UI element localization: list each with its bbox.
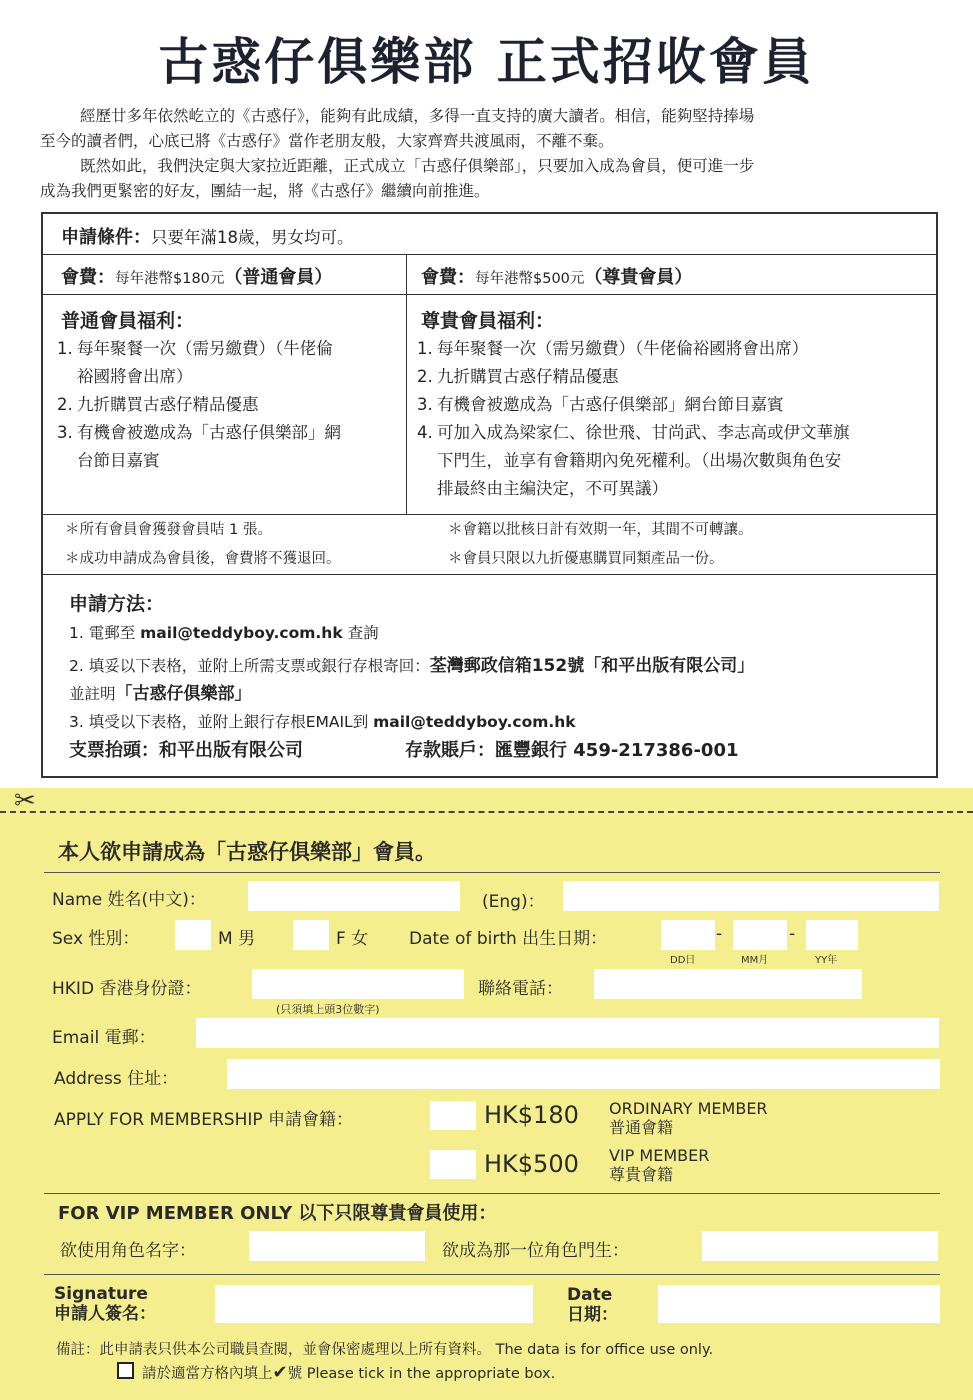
dash: - (789, 924, 796, 944)
vip-member-en: VIP MEMBER (609, 1146, 710, 1165)
benefit-text: 台節目嘉賓 (77, 451, 160, 470)
conditions-row (61, 223, 354, 249)
fee-type: （尊貴會員） (584, 267, 693, 288)
tick-sample-box (117, 1362, 134, 1379)
apply-method-2 (69, 651, 754, 676)
intro-paragraph-2 (40, 154, 940, 204)
tick-note (142, 1362, 555, 1383)
fee-label: 會費： (61, 267, 115, 288)
apply-text: 並註明 (69, 685, 116, 703)
benefit-item (417, 419, 850, 503)
conditions-label: 申請條件： (61, 227, 151, 248)
benefit-text: 排最終由主編決定，不可異議） (437, 479, 668, 498)
tick-note-text-2: 號 Please tick in the appropriate box. (287, 1366, 556, 1382)
name-english-input[interactable] (563, 881, 939, 911)
intro-line: 至今的讀者們，心底已將《古惑仔》當作老朋友般，大家齊齊共渡風雨，不離不棄。 (40, 132, 614, 150)
name-label: Name 姓名(中文)： (52, 890, 206, 910)
benefit-text: 每年聚餐一次（需另繳費）（牛佬倫 (77, 339, 333, 358)
divider (44, 1193, 940, 1194)
vip-only-heading: FOR VIP MEMBER ONLY 以下只限尊貴會員使用： (58, 1203, 497, 1224)
benefit-text: 裕國將會出席） (77, 367, 193, 386)
ordinary-member-en: ORDINARY MEMBER (609, 1099, 768, 1118)
remark-text: 備註：此申請表只供本公司職員查閱，並會保密處理以上所有資料。 The data is for office use only. (56, 1342, 714, 1358)
fee-ordinary (61, 263, 332, 289)
tick-mark-icon: ✔ (272, 1362, 288, 1383)
email-label: Email 電郵： (52, 1028, 156, 1048)
benefit-text: 有機會被邀成為「古惑仔俱樂部」網 (77, 423, 341, 442)
dob-year-hint: YY年 (815, 955, 838, 966)
fee-amount: 每年港幣$180元 (115, 271, 225, 287)
benefit-item (417, 391, 850, 419)
benefit-number: 2. (417, 367, 433, 386)
scissors-icon: ✂ (14, 786, 36, 816)
signature-label-en: Signature (54, 1284, 148, 1304)
apply-text: 3. 填受以下表格，並附上銀行存根EMAIL到 (69, 713, 374, 731)
mentor-input[interactable] (702, 1231, 938, 1261)
benefit-number: 4. (417, 423, 433, 442)
ordinary-benefits-title: 普通會員福利： (61, 310, 195, 332)
sex-label: Sex 性別： (52, 929, 140, 949)
fee-type: （普通會員） (224, 267, 333, 288)
ordinary-benefits-list (57, 335, 341, 475)
date-label (567, 1285, 618, 1325)
benefit-item (57, 391, 341, 419)
note-item: ＊所有會員會獲發會員咭 1 張。 (65, 522, 272, 538)
divider (43, 514, 936, 515)
sex-female-checkbox[interactable] (293, 920, 329, 950)
role-name-input[interactable] (249, 1231, 425, 1261)
benefit-number: 2. (57, 395, 73, 414)
benefit-number: 3. (57, 423, 73, 442)
benefit-text: 下門生，並享有會籍期內免死權利。（出場次數與角色安 (437, 451, 842, 470)
dob-day-input[interactable] (661, 920, 715, 950)
vip-price: HK$500 (484, 1150, 579, 1178)
benefit-text: 每年聚餐一次（需另繳費）（牛佬倫裕國將會出席） (437, 339, 809, 358)
signature-input[interactable] (215, 1285, 533, 1323)
benefit-text: 九折購買古惑仔精品優惠 (77, 395, 259, 414)
vip-member-zh: 尊貴會籍 (609, 1165, 674, 1184)
address-input[interactable] (227, 1059, 940, 1089)
ordinary-member-zh: 普通會籍 (609, 1118, 674, 1137)
divider (43, 574, 936, 575)
apply-text: 2. 填妥以下表格，並附上所需支票或銀行存根寄回： (69, 657, 430, 675)
intro-line: 成為我們更緊密的好友，團結一起，將《古惑仔》繼續向前推進。 (40, 182, 490, 200)
phone-input[interactable] (594, 969, 862, 999)
signature-label-zh: 申請人簽名： (54, 1304, 156, 1324)
column-divider (406, 254, 407, 514)
divider (44, 1274, 940, 1275)
benefit-item (57, 419, 341, 475)
dob-month-input[interactable] (733, 920, 787, 950)
membership-info-box (41, 212, 938, 778)
note-item: ＊成功申請成為會員後，會費將不獲退回。 (65, 551, 341, 567)
benefit-text: 可加入成為梁家仁、徐世飛、甘尚武、李志高或伊文華旗 (437, 423, 850, 442)
vip-member-label (609, 1146, 709, 1184)
signature-label (54, 1284, 156, 1324)
dash: - (716, 924, 723, 944)
vip-benefits-list (417, 335, 850, 503)
mentor-label: 欲成為那一位角色門生： (442, 1241, 629, 1261)
tick-note-text: 請於適當方格內填上 (142, 1366, 273, 1382)
dob-day-hint: DD日 (670, 955, 696, 966)
eng-name-label: (Eng)： (482, 892, 545, 912)
divider (43, 254, 936, 255)
ordinary-price: HK$180 (484, 1101, 579, 1129)
female-label: F 女 (336, 929, 369, 949)
postal-address: 荃灣郵政信箱152號「和平出版有限公司」 (429, 656, 755, 676)
fee-amount: 每年港幣$500元 (475, 271, 585, 287)
date-label-zh: 日期： (567, 1305, 618, 1325)
benefit-item (417, 363, 850, 391)
benefit-text: 九折購買古惑仔精品優惠 (437, 367, 619, 386)
page-title: 古惑仔俱樂部 正式招收會員 (158, 33, 815, 91)
ordinary-membership-checkbox[interactable] (430, 1101, 476, 1130)
dob-month-hint: MM月 (741, 955, 769, 966)
fee-label: 會費： (421, 267, 475, 288)
club-name: 「古惑仔俱樂部」 (115, 684, 252, 704)
intro-line: 既然如此，我們決定與大家拉近距離，正式成立「古惑仔俱樂部」，只要加入成為會員，便可進一步 (80, 157, 755, 175)
name-chinese-input[interactable] (248, 881, 460, 911)
dob-year-input[interactable] (806, 920, 858, 950)
male-label: M 男 (218, 929, 256, 949)
address-label: Address 住址： (54, 1069, 179, 1089)
contact-email-link[interactable]: mail@teddyboy.com.hk (140, 624, 343, 642)
conditions-text: 只要年滿18歲，男女均可。 (151, 228, 354, 247)
cut-line (0, 811, 973, 813)
apply-method-3 (69, 710, 576, 732)
form-heading: 本人欲申請成為「古惑仔俱樂部」會員。 (58, 840, 436, 864)
benefit-number: 3. (417, 395, 433, 414)
benefit-item (417, 335, 850, 363)
benefit-number: 1. (417, 339, 433, 358)
divider (43, 294, 936, 295)
intro-paragraph-1 (40, 104, 940, 154)
bank-account: 存款賬戶：匯豐銀行 459-217386-001 (405, 740, 739, 761)
divider (44, 872, 940, 873)
ordinary-member-label (609, 1099, 768, 1137)
sex-male-checkbox[interactable] (175, 920, 211, 950)
hkid-input[interactable] (252, 969, 464, 999)
application-form (0, 788, 973, 1400)
role-name-label: 欲使用角色名字： (60, 1241, 196, 1261)
intro-line: 經歷廿多年依然屹立的《古惑仔》，能夠有此成績，多得一直支持的廣大讀者。相信，能夠堅持捧場 (80, 107, 755, 125)
submit-email-link[interactable]: mail@teddyboy.com.hk (373, 713, 576, 731)
vip-benefits-title: 尊貴會員福利： (421, 310, 555, 332)
apply-membership-label: APPLY FOR MEMBERSHIP 申請會籍： (54, 1110, 354, 1130)
benefit-number: 1. (57, 339, 73, 358)
apply-method-title: 申請方法： (69, 593, 165, 615)
vip-membership-checkbox[interactable] (430, 1150, 476, 1179)
apply-method-1 (69, 621, 379, 643)
apply-text: 查詢 (342, 624, 379, 642)
note-item: ＊會籍以批核日計有效期一年，其間不可轉讓。 (448, 522, 753, 538)
cheque-payee: 支票抬頭：和平出版有限公司 (69, 740, 303, 761)
email-input[interactable] (196, 1018, 939, 1048)
dob-label: Date of birth 出生日期： (409, 929, 608, 949)
hkid-label: HKID 香港身份證： (52, 979, 202, 999)
apply-text: 1. 電郵至 (69, 624, 141, 642)
hkid-hint: (只須填上頭3位數字) (276, 1003, 380, 1016)
date-label-en: Date (567, 1285, 613, 1305)
apply-method-2-cont (69, 679, 252, 704)
benefit-item (57, 335, 341, 391)
benefit-text: 有機會被邀成為「古惑仔俱樂部」網台節目嘉賓 (437, 395, 784, 414)
date-input[interactable] (658, 1285, 940, 1323)
note-item: ＊會員只限以九折優惠購買同類產品一份。 (448, 551, 724, 567)
phone-label: 聯絡電話： (478, 979, 563, 999)
fee-vip (421, 263, 692, 289)
